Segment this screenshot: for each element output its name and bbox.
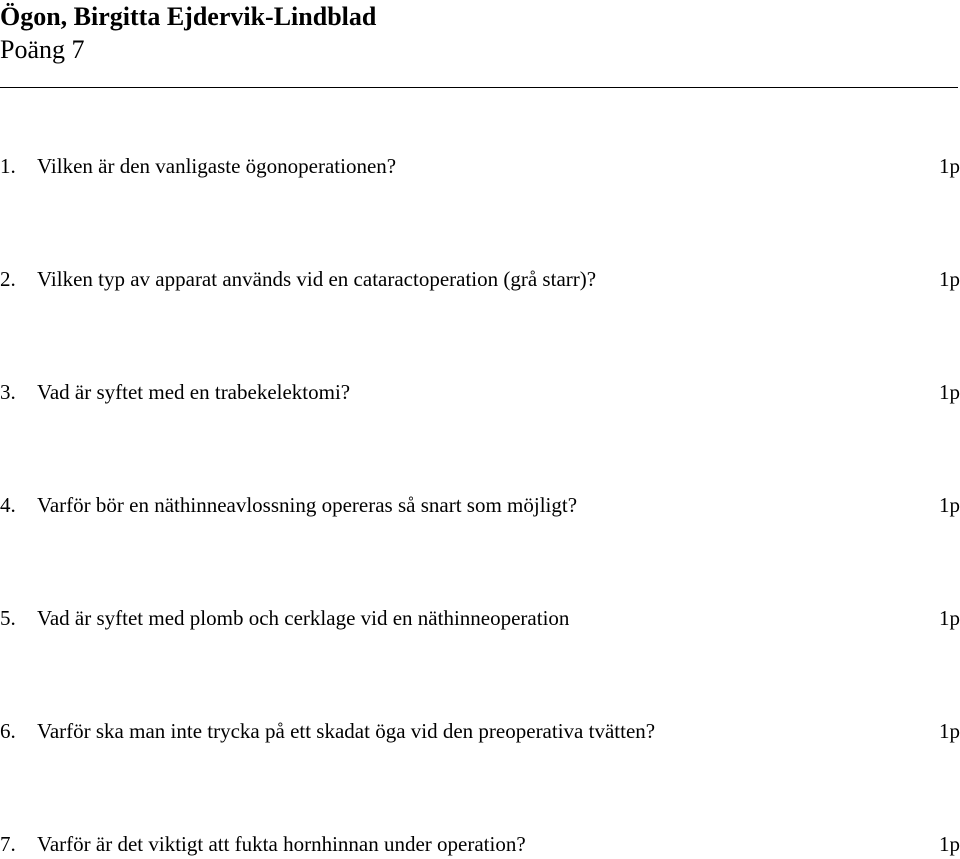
question-text: Vilken typ av apparat används vid en cataractoperation (grå starr)? <box>37 267 597 291</box>
question-points: 1p <box>939 154 960 178</box>
question-points: 1p <box>939 493 960 517</box>
question-points: 1p <box>939 267 960 291</box>
question-points: 1p <box>939 719 960 743</box>
question-number: 5. <box>0 606 16 630</box>
question-item <box>0 490 960 520</box>
question-text: Vilken är den vanligaste ögonoperationen? <box>37 154 397 178</box>
question-points: 1p <box>939 606 960 630</box>
question-number: 1. <box>0 154 16 178</box>
question-item <box>0 264 960 294</box>
question-item <box>0 377 960 407</box>
question-number: 2. <box>0 267 16 291</box>
header-divider <box>0 87 958 88</box>
question-points: 1p <box>939 380 960 404</box>
question-points: 1p <box>939 832 960 856</box>
question-number: 7. <box>0 832 16 856</box>
page-title: Ögon, Birgitta Ejdervik-Lindblad <box>0 2 377 31</box>
question-text: Varför bör en näthinneavlossning opereras så snart som möjligt? <box>37 493 578 517</box>
question-number: 3. <box>0 380 16 404</box>
question-item <box>0 603 960 633</box>
question-number: 6. <box>0 719 16 743</box>
question-item <box>0 151 960 181</box>
question-item <box>0 716 960 746</box>
question-text: Vad är syftet med en trabekelektomi? <box>37 380 351 404</box>
total-points: Poäng 7 <box>0 35 85 64</box>
question-text: Vad är syftet med plomb och cerklage vid en näthinneoperation <box>37 606 570 630</box>
question-number: 4. <box>0 493 16 517</box>
question-item <box>0 829 960 859</box>
question-text: Varför ska man inte trycka på ett skadat öga vid den preoperativa tvätten? <box>37 719 656 743</box>
question-text: Varför är det viktigt att fukta hornhinnan under operation? <box>37 832 526 856</box>
